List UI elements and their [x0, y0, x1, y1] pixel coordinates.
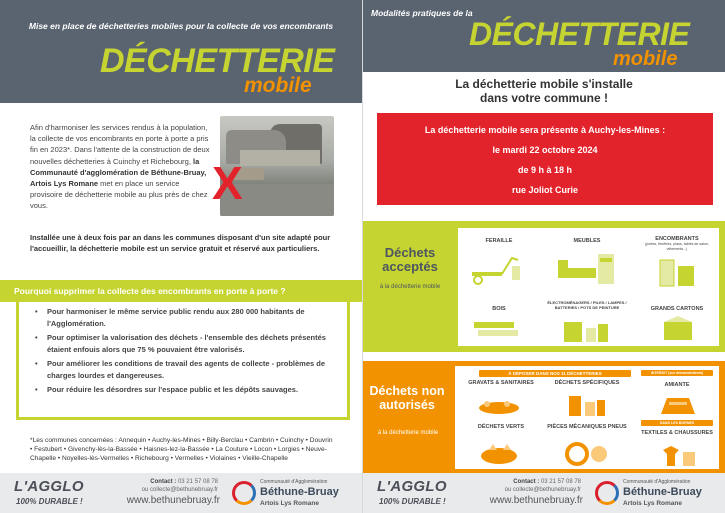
note-paragraph: Installée une à deux fois par an dans les communes disposant d'un site adapté pour l'accueillir, la déchetterie mobile est un service gratuit et réservé aux particuliers.: [30, 233, 331, 253]
gravats-label: GRAVATS & SANITAIRES: [468, 380, 534, 386]
left-footer: [0, 473, 362, 513]
encombrants-icon: [658, 258, 698, 288]
meubles-label: MEUBLES: [573, 238, 601, 244]
textiles-icon: [659, 446, 699, 468]
right-footer: [363, 473, 725, 513]
meubles-icon: [556, 248, 620, 288]
brand-subtitle: mobile: [613, 48, 678, 70]
bornes-tag: DANS LES BORNES: [641, 420, 713, 426]
logo-line2: Béthune-Bruay: [623, 486, 702, 498]
agglo-logo-icon: [232, 481, 256, 505]
logo-line3: Artois Lys Romane: [623, 500, 682, 507]
cartons-label: GRANDS CARTONS: [650, 306, 704, 312]
accepted-subtitle: à la déchetterie mobile: [379, 284, 441, 290]
accepted-title-1: Déchets: [384, 245, 436, 260]
verts-icon: [479, 442, 521, 466]
installation-heading: [363, 77, 725, 105]
amiante-icon: [659, 394, 697, 416]
contact-block: [481, 478, 581, 494]
left-tagline: Mise en place de déchetteries mobiles pour la collecte de vos encombrants: [28, 21, 334, 31]
forbidden-tag: INTERDIT (sur demande/devis): [641, 370, 713, 376]
left-page: [0, 0, 362, 513]
brand-title: DÉCHETTERIE: [469, 16, 690, 52]
website-link[interactable]: www.bethunebruay.fr: [126, 495, 220, 506]
logo-line2: Béthune-Bruay: [260, 486, 339, 498]
event-location: La déchetterie mobile sera présente à Auchy-les-Mines :: [424, 125, 666, 135]
brand-subtitle: mobile: [244, 74, 312, 97]
bois-icon: [472, 316, 522, 342]
why-title: Pourquoi supprimer la collecte des encombrants en porte à porte ?: [14, 286, 286, 296]
agglo-logo-icon: [595, 481, 619, 505]
accepted-title: [377, 246, 443, 274]
why-heading: [0, 280, 362, 302]
brand-title: DÉCHETTERIE: [100, 42, 335, 80]
verts-label: DÉCHETS VERTS: [477, 424, 525, 430]
list-item: • Pour réduire les désordres sur l'espace public et les dépôts sauvages.: [47, 384, 337, 396]
amiante-label: AMIANTE: [664, 382, 690, 388]
specifiques-label: DÉCHETS SPÉCIFIQUES: [554, 380, 620, 386]
not-accepted-panel: [455, 366, 719, 469]
ferraille-label: FERAILLE: [485, 238, 513, 244]
encombrants-label: ENCOMBRANTS (portes, fenêtres, plans, tables de salon, vêtements...): [645, 236, 709, 251]
intro-text-1: Afin d'harmoniser les services rendus à la population, la collecte de vos encombrants en porte à porte a pris fin en 2023*. Dans l'attente de la construction de deux nouvelles déchetteries à Cuinchy et Richebourg,: [30, 123, 210, 166]
not-accepted-title-1: Déchets non: [369, 384, 445, 398]
intro-text-bold: la Communauté d'agglomération de Béthune-Bruay, Artois Lys Romane: [30, 156, 207, 189]
intro-paragraph: [30, 122, 210, 212]
logo-line1: Communauté d'Agglomération: [623, 479, 691, 485]
pieces-icon: [565, 442, 611, 466]
left-header: [0, 0, 362, 103]
contact-phone: 03 21 57 08 78: [177, 479, 218, 485]
logo-line3: Artois Lys Romane: [260, 500, 319, 507]
contact-phone: 03 21 57 08 78: [540, 479, 581, 485]
intro-text-2: met en place un service provisoire de déchetterie mobile au plus près de chez vous.: [30, 179, 208, 211]
communes-list: *Les communes concernées : Annequin • Auchy-les-Mines • Billy-Berclau • Cambrin • Cuinchy • Douvrin • Festubert • Givenchy-lès-la-Bassée • Haisnes-lez-la-Bassée • La Couture • Locon • Lorgies • Neuve-Chapelle • Noyelles-lès-Vermelles • Richebourg • Vermelles • Violaines • Vieille-Chapelle: [30, 437, 333, 463]
list-item: • Pour harmoniser le même service public rendu aux 280 000 habitants de l'Agglomération.: [47, 306, 337, 329]
pieces-label: PIÈCES MÉCANIQUES PNEUS: [547, 424, 627, 430]
event-date: le mardi 22 octobre 2024: [492, 145, 598, 155]
list-item: • Pour optimiser la valorisation des déchets - l'ensemble des déchets présentés étaient enfouis alors que 75 % pouvaient être valorisés.: [47, 332, 337, 355]
event-street: rue Joliot Curie: [511, 185, 578, 195]
contact-label: Contact :: [150, 479, 177, 485]
gravats-icon: [477, 396, 523, 416]
right-header: [363, 0, 725, 72]
electro-icon: [562, 320, 612, 344]
why-box: [16, 302, 350, 420]
accepted-title-2: acceptés: [382, 259, 438, 274]
installation-line-2: dans votre commune !: [479, 91, 609, 105]
modalites-title: Modalités pratiques de la: [371, 8, 473, 18]
list-item: • Pour améliorer les conditions de travail des agents de collecte - problèmes de charges lourdes et dangereuses.: [47, 358, 337, 381]
installation-line-1: La déchetterie mobile s'installe: [455, 77, 633, 91]
contact-email: ou collecte@bethunebruay.fr: [504, 487, 581, 493]
website-link[interactable]: www.bethunebruay.fr: [489, 495, 583, 506]
not-accepted-title-2: autorisés: [379, 398, 435, 412]
cross-icon: X: [212, 157, 243, 209]
agglo-tagline: 100% DURABLE !: [379, 497, 446, 506]
event-details-box: [377, 113, 713, 205]
not-accepted-subtitle: à la déchetterie mobile: [377, 430, 439, 436]
agglo-tagline: 100% DURABLE !: [16, 497, 83, 506]
event-hours: de 9 h à 18 h: [517, 165, 573, 175]
cartons-icon: [662, 316, 696, 342]
electro-label: ÉLECTROMÉNAGERS / PILES / LAMPES / BATTERIES / POTS DE PEINTURE: [547, 300, 627, 310]
contact-label: Contact :: [513, 479, 540, 485]
logo-line1: Communauté d'Agglomération: [260, 479, 328, 485]
textiles-label: TEXTILES & CHAUSSURES: [641, 430, 713, 436]
accepted-panel: [458, 228, 719, 346]
ferraille-icon: [468, 250, 524, 286]
specifiques-icon: [565, 392, 609, 418]
why-list: [19, 302, 347, 396]
contact-email: ou collecte@bethunebruay.fr: [141, 487, 218, 493]
bois-label: BOIS: [492, 306, 506, 312]
not-accepted-title: [367, 384, 447, 412]
agglo-logo: L'AGGLO: [377, 478, 447, 495]
deposit-tag: À DÉPOSER DANS NOS 11 DÉCHETTERIES: [479, 370, 631, 377]
right-page: [363, 0, 725, 513]
contact-block: [118, 478, 218, 494]
agglo-logo: L'AGGLO: [14, 478, 84, 495]
